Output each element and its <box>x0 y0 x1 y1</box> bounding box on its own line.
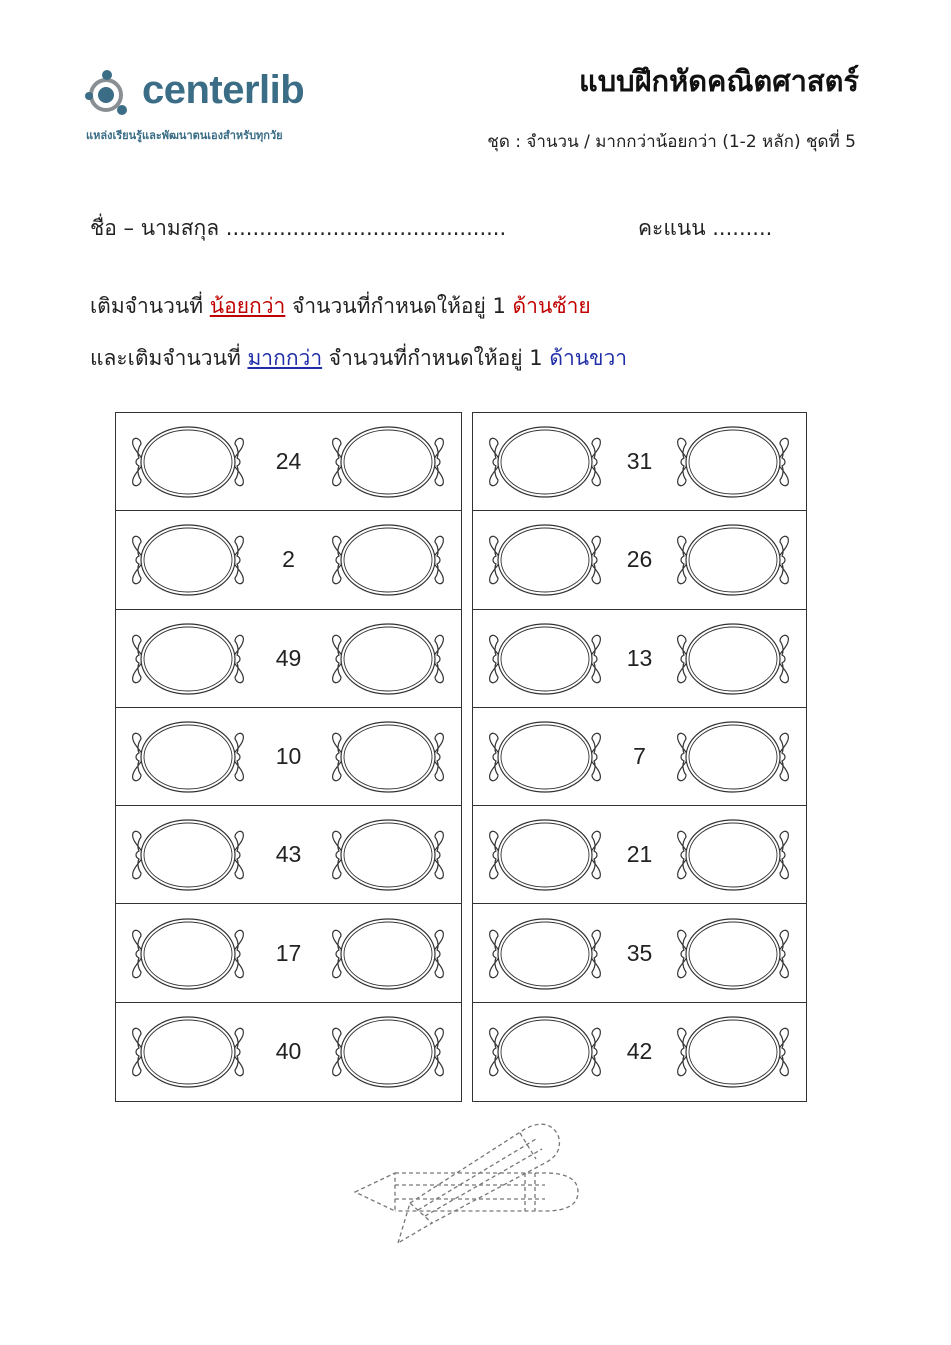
table-row <box>473 1003 806 1101</box>
instruction-2-keyword: มากกว่า <box>247 346 323 370</box>
candy-answer-box-right[interactable] <box>674 1014 792 1090</box>
candy-answer-box-right[interactable] <box>329 719 447 795</box>
candy-answer-box-left[interactable] <box>129 522 247 598</box>
candy-answer-box-left[interactable] <box>486 424 604 500</box>
right-number-table <box>472 412 807 1102</box>
left-number-table <box>115 412 462 1102</box>
candy-answer-box-right[interactable] <box>329 424 447 500</box>
given-number: 7 <box>633 742 646 769</box>
instruction-line-1 <box>90 290 591 323</box>
table-row <box>473 708 806 806</box>
page-subtitle: ชุด : จำนวน / มากกว่าน้อยกว่า (1-2 หลัก) ชุดที่ 5 <box>487 132 856 152</box>
table-row <box>473 904 806 1002</box>
candy-answer-box-left[interactable] <box>486 522 604 598</box>
instruction-2-middle: จำนวนที่กำหนดให้อยู่ 1 <box>322 346 550 370</box>
candy-answer-box-left[interactable] <box>486 817 604 893</box>
candy-answer-box-right[interactable] <box>329 1014 447 1090</box>
candy-answer-box-right[interactable] <box>329 522 447 598</box>
candy-answer-box-left[interactable] <box>486 1014 604 1090</box>
table-row <box>473 511 806 609</box>
instruction-1-middle: จำนวนที่กำหนดให้อยู่ 1 <box>285 294 513 318</box>
given-number: 43 <box>275 841 302 868</box>
candy-answer-box-right[interactable] <box>674 817 792 893</box>
table-row <box>116 511 461 609</box>
instruction-1-side: ด้านซ้าย <box>512 294 591 318</box>
table-row <box>116 1003 461 1101</box>
table-row <box>116 708 461 806</box>
table-row <box>473 806 806 904</box>
candy-answer-box-left[interactable] <box>486 621 604 697</box>
given-number: 2 <box>282 546 295 573</box>
logo <box>84 66 354 146</box>
table-row <box>116 413 461 511</box>
candy-answer-box-left[interactable] <box>129 424 247 500</box>
instruction-1-keyword: น้อยกว่า <box>209 294 286 318</box>
given-number: 10 <box>275 742 302 769</box>
candy-answer-box-left[interactable] <box>129 817 247 893</box>
given-number: 21 <box>626 841 653 868</box>
table-row <box>116 904 461 1002</box>
candy-answer-box-right[interactable] <box>674 522 792 598</box>
given-number: 49 <box>275 644 302 671</box>
instruction-2-side: ด้านขวา <box>549 346 628 370</box>
candy-answer-box-right[interactable] <box>674 621 792 697</box>
given-number: 40 <box>275 1038 302 1065</box>
instruction-1-before: เติมจำนวนที่ <box>90 294 210 318</box>
name-field-label: ชื่อ – นามสกุล .......................................... <box>90 216 507 240</box>
logo-text: centerlib <box>142 68 305 112</box>
candy-answer-box-right[interactable] <box>329 916 447 992</box>
given-number: 13 <box>626 644 653 671</box>
given-number: 31 <box>626 448 653 475</box>
given-number: 24 <box>275 448 302 475</box>
candy-answer-box-right[interactable] <box>674 719 792 795</box>
logo-tagline: แหล่งเรียนรู้และพัฒนาตนเองสำหรับทุกวัย <box>86 130 283 142</box>
candy-answer-box-right[interactable] <box>674 424 792 500</box>
table-row <box>473 610 806 708</box>
candy-answer-box-right[interactable] <box>674 916 792 992</box>
instruction-line-2 <box>90 342 627 375</box>
given-number: 17 <box>275 939 302 966</box>
instruction-2-before: และเติมจำนวนที่ <box>90 346 248 370</box>
logo-icon <box>84 66 140 122</box>
score-field-label: คะแนน ......... <box>638 216 773 240</box>
candy-answer-box-left[interactable] <box>486 916 604 992</box>
pencil-illustration <box>350 1115 585 1250</box>
candy-answer-box-left[interactable] <box>486 719 604 795</box>
table-row <box>473 413 806 511</box>
table-row <box>116 610 461 708</box>
table-row <box>116 806 461 904</box>
page-title: แบบฝึกหัดคณิตศาสตร์ <box>579 64 859 98</box>
candy-answer-box-right[interactable] <box>329 817 447 893</box>
candy-answer-box-left[interactable] <box>129 1014 247 1090</box>
given-number: 26 <box>626 546 653 573</box>
candy-answer-box-left[interactable] <box>129 719 247 795</box>
given-number: 42 <box>626 1038 653 1065</box>
given-number: 35 <box>626 939 653 966</box>
candy-answer-box-left[interactable] <box>129 916 247 992</box>
candy-answer-box-right[interactable] <box>329 621 447 697</box>
candy-answer-box-left[interactable] <box>129 621 247 697</box>
